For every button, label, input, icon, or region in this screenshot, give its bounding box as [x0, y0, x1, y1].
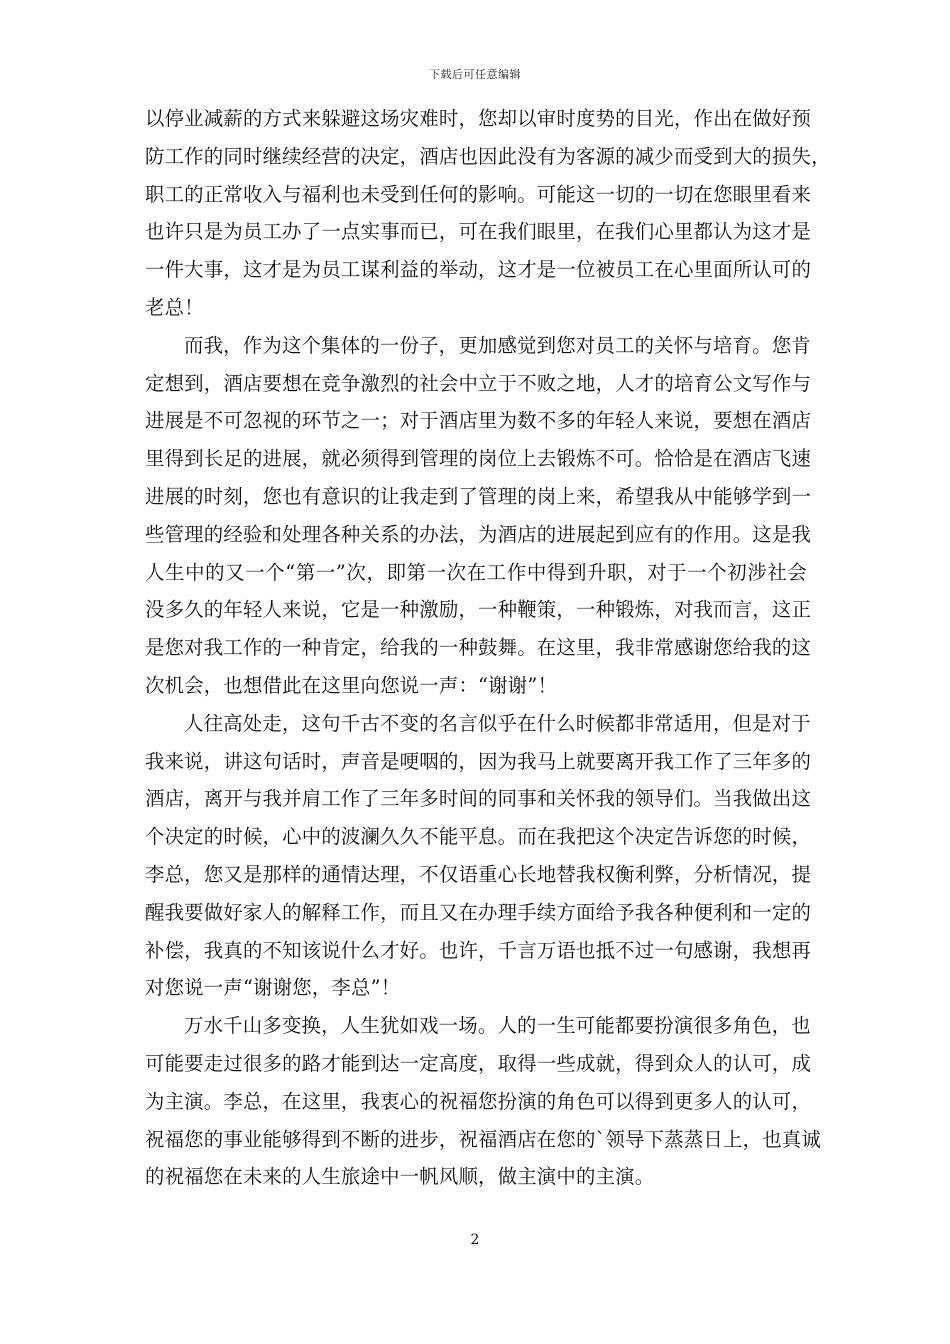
text-line: 我来说，讲这句话时，声音是哽咽的，因为我马上就要离开我工作了三年多的	[145, 749, 812, 773]
text-line: 也许只是为员工办了一点实事而已，可在我们眼里，在我们心里都认为这才是	[145, 220, 812, 244]
text-line: 次机会，也想借此在这里向您说一声：“谢谢”！	[145, 673, 558, 697]
text-line: 对您说一声“谢谢您，李总”！	[145, 976, 401, 1000]
text-line: 进展的时刻，您也有意识的让我走到了管理的岗上来，希望我从中能够学到一	[145, 484, 812, 508]
paragraph-4	[145, 1007, 821, 1196]
text-line: 一件大事，这才是为员工谋利益的举动，这才是一位被员工在心里面所认可的	[145, 258, 812, 282]
text-line: 醒我要做好家人的解释工作，而且又在办理手续方面给予我各种便利和一定的	[145, 900, 812, 924]
text-line: 以停业减薪的方式来躲避这场灾难时，您却以审时度势的目光，作出在做好预	[145, 107, 812, 130]
text-line: 可能要走过很多的路才能到达一定高度，取得一些成就，得到众人的认可，成	[145, 1051, 812, 1075]
text-line: 李总，您又是那样的通情达理，不仅语重心长地替我权衡利弊，分析情况，提	[145, 862, 812, 886]
page-header: 下载后可任意编辑	[429, 68, 521, 81]
text-line: 而我，作为这个集体的一份子，更加感觉到您对员工的关怀与培育。您肯	[184, 333, 811, 357]
text-line: 为主演。李总，在这里，我衷心的祝福您扮演的角色可以得到更多人的认可，	[145, 1089, 812, 1113]
text-line: 职工的正常收入与福利也未受到任何的影响。可能这一切的一切在您眼里看来	[145, 182, 812, 206]
page-number: 2	[470, 1232, 480, 1248]
text-line: 是您对我工作的一种肯定，给我的一种鼓舞。在这里，我非常感谢您给我的这	[145, 636, 812, 660]
text-line: 祝福您的事业能够得到不断的进步，祝福酒店在您的`领导下蒸蒸日上，也真诚	[145, 1127, 821, 1151]
text-line: 酒店，离开与我并肩工作了三年多时间的同事和关怀我的领导们。当我做出这	[145, 787, 812, 811]
text-line: 人往高处走，这句千古不变的名言似乎在什么时候都非常适用，但是对于	[184, 711, 811, 735]
text-line: 没多久的年轻人来说，它是一种激励，一种鞭策，一种锻炼，对我而言，这正	[145, 598, 812, 622]
text-line: 的祝福您在未来的人生旅途中一帆风顺，做主演中的主演。	[145, 1165, 655, 1189]
text-line: 万水千山多变换，人生犹如戏一场。人的一生可能都要扮演很多角色，也	[184, 1014, 811, 1038]
text-line: 进展是不可忽视的环节之一；对于酒店里为数不多的年轻人来说，要想在酒店	[145, 409, 812, 433]
paragraph-1	[145, 100, 831, 327]
text-line: 补偿，我真的不知该说什么才好。也许，千言万语也抵不过一句感谢，我想再	[145, 938, 812, 962]
paragraph-3	[145, 705, 812, 1007]
document-body	[145, 100, 831, 1196]
text-line: 老总！	[145, 295, 204, 319]
text-line: 人生中的又一个“第一”次，即第一次在工作中得到升职，对于一个初涉社会	[145, 560, 807, 584]
text-line: 定想到，酒店要想在竞争激烈的社会中立于不败之地，人才的培育公文写作与	[145, 371, 812, 395]
paragraph-2	[145, 327, 812, 705]
text-line: 个决定的时候，心中的波澜久久不能平息。而在我把这个决定告诉您的时候，	[145, 825, 812, 849]
text-line: 些管理的经验和处理各种关系的办法，为酒店的进展起到应有的作用。这是我	[145, 522, 812, 546]
text-line: 防工作的同时继续经营的决定，酒店也因此没有为客源的减少而受到大的损失，	[145, 144, 831, 168]
text-line: 里得到长足的进展，就必须得到管理的岗位上去锻炼不可。恰恰是在酒店飞速	[145, 447, 812, 471]
